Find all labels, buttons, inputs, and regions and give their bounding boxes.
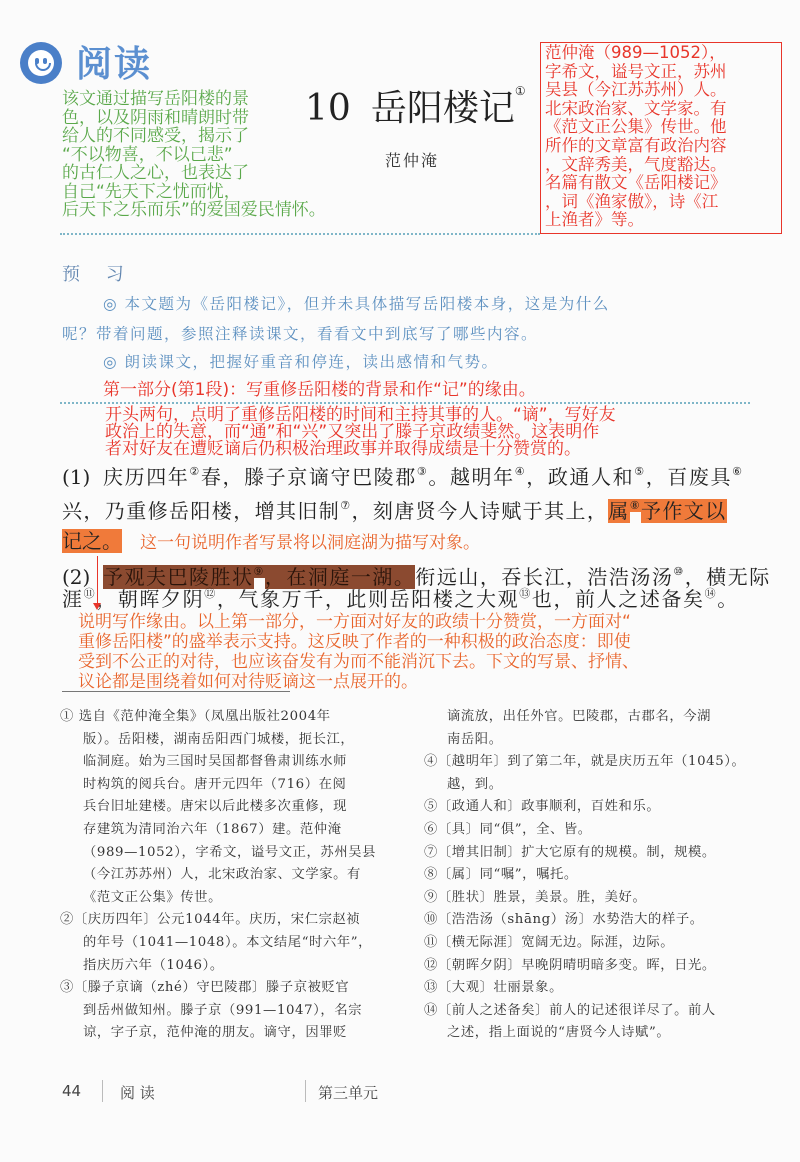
page-number: 44 bbox=[62, 1082, 82, 1100]
footnote-line: （今江苏苏州）人，北宋政治家、文学家。有 bbox=[83, 867, 361, 883]
footnote-line: ⑭〔前人之述备矣〕前人的记述很详尽了。前人 bbox=[424, 1002, 716, 1018]
highlighted-text: 记之。 bbox=[62, 529, 122, 553]
box-line: 字希文，谥号文正，苏州 bbox=[545, 61, 727, 81]
footnote-line: ⑤〔政通人和〕政事顺利，百姓和乐。 bbox=[424, 799, 661, 815]
box-line: 吴县（今江苏苏州）人。 bbox=[545, 80, 727, 100]
footnote-line: 指庆历六年（1046）。 bbox=[83, 957, 224, 973]
highlighted-text: ，在洞庭一湖。 bbox=[264, 565, 416, 589]
footnote-line: 版）。岳阳楼，湖南岳阳西门城楼，扼长江， bbox=[83, 731, 355, 747]
text-segment: ，政通人和 bbox=[526, 465, 635, 489]
footnote-line: 的年号（1041—1048）。本文结尾“时六年”， bbox=[83, 934, 373, 950]
footnote-line: ⑦〔增其旧制〕扩大它原有的规模。制，规模。 bbox=[424, 844, 716, 860]
lesson-number: 10 bbox=[305, 88, 351, 129]
lesson-title bbox=[305, 80, 526, 131]
annotation-line: 后天下之乐而乐”的爱国爱民情怀。 bbox=[62, 200, 326, 220]
footnotes-right bbox=[424, 706, 745, 1045]
footnote-line: 时构筑的阅兵台。唐开元四年（716）在阅 bbox=[83, 776, 347, 792]
highlighted-text: 予观夫巴陵胜状 bbox=[103, 565, 254, 589]
annotation-line: 给人的不同感受，揭示了 bbox=[62, 126, 249, 146]
author: 范仲淹 bbox=[385, 151, 440, 170]
author-info-box bbox=[540, 42, 782, 234]
preview-heading: 预 习 bbox=[62, 264, 134, 285]
footnotes-left bbox=[60, 706, 376, 1045]
annotation-line: 的古仁人之心，也表达了 bbox=[62, 163, 249, 183]
text-segment: 衔远山，吞长江，浩浩汤汤 bbox=[415, 565, 674, 589]
annotation-line: 自己“先天下之忧而忧， bbox=[62, 181, 241, 202]
box-line: ，词《渔家傲》，诗《江 bbox=[545, 191, 719, 211]
footnote-line: ⑥〔具〕同“俱”，全、皆。 bbox=[424, 821, 592, 837]
text-line bbox=[103, 466, 744, 488]
text-segment: 也，前人之述备矣 bbox=[531, 587, 705, 611]
text-segment: ，横无际 bbox=[684, 565, 771, 589]
footnote-line: 之述，指上面说的“唐贤今人诗赋”。 bbox=[447, 1025, 671, 1041]
footnote-ref: ① bbox=[514, 84, 526, 98]
text-segment: 庆历四年 bbox=[103, 465, 190, 489]
footer-divider bbox=[102, 1080, 103, 1102]
highlighted-text: 予作文以 bbox=[640, 499, 727, 523]
orange-annotation bbox=[78, 612, 758, 692]
footnote-ref: ⑦ bbox=[340, 499, 352, 512]
footnote-line: ⑪〔横无际涯〕宽阔无边。际涯，边际。 bbox=[424, 934, 675, 950]
text-segment: 。越明年 bbox=[428, 465, 515, 489]
annotation-line: 受到不公正的对待，也应该奋发有为而不能消沉下去。下文的写景、抒情、 bbox=[78, 652, 639, 672]
annotation-line: 开头两句，点明了重修岳阳楼的时间和主持其事的人。“谪”，写好友 bbox=[105, 405, 616, 425]
footnote-line: ②〔庆历四年〕公元1044年。庆历，宋仁宗赵祯 bbox=[60, 912, 361, 928]
paragraph-label: (1) bbox=[62, 465, 91, 489]
annotation-line: 议论都是围绕着如何对待贬谪这一点展开的。 bbox=[78, 672, 418, 692]
footnote-ref: ⑭ bbox=[704, 587, 718, 600]
footnote-ref: ⑥ bbox=[732, 465, 744, 478]
text-line bbox=[62, 530, 480, 554]
annotation-line: 重修岳阳楼”的盛举表示支持。这反映了作者的一种积极的政治态度：即使 bbox=[78, 632, 631, 652]
footnote-line: 到岳州做知州。滕子京（991—1047），名宗 bbox=[83, 1002, 363, 1018]
highlighted-text bbox=[62, 529, 122, 553]
footnote-line: ④〔越明年〕到了第二年，就是庆历五年（1045）。 bbox=[424, 754, 746, 770]
preview-line: 呢？带着问题，参照注释读课文，看看文中到底写了哪些内容。 bbox=[62, 325, 539, 343]
text-segment: 。 bbox=[717, 587, 739, 611]
footnote-ref: ② bbox=[189, 465, 201, 478]
footnote-line: 南岳阳。 bbox=[447, 731, 503, 747]
box-line: ，文辞秀美，气度豁达。 bbox=[545, 154, 727, 174]
annotation-line: “不以物喜，不以己悲” bbox=[62, 144, 233, 165]
footnote-separator bbox=[62, 691, 290, 692]
footnote-line: 存建筑为清同治六年（1867）建。范仲淹 bbox=[83, 821, 342, 837]
preview-line: ◎ 朗读课文，把握好重音和停连，读出感情和气势。 bbox=[103, 353, 499, 371]
red-annotation bbox=[105, 407, 755, 458]
text-line bbox=[62, 500, 727, 522]
footnote-line: 谪流放，出任外官。巴陵郡，古郡名，今湖 bbox=[447, 709, 712, 724]
footnote-line: 谅，字子京，范仲淹的朋友。谪守，因罪贬 bbox=[83, 1025, 348, 1041]
section-title: 阅读 bbox=[76, 44, 153, 85]
annotation-line: 该文通过描写岳阳楼的景 bbox=[62, 89, 249, 109]
text-segment: 春，滕子京谪守巴陵郡 bbox=[200, 465, 417, 489]
footnote-line: （989—1052），字希文，谥号文正，苏州吴县 bbox=[83, 844, 377, 860]
footnote-line: 兵台旧址建楼。唐宋以后此楼多次重修，现 bbox=[83, 799, 348, 815]
annotation-line: 说明写作缘由。以上第一部分，一方面对好友的政绩十分赞赏，一方面对“ bbox=[78, 612, 631, 632]
text-segment: ，刻唐贤今人诗赋于其上， bbox=[351, 499, 609, 523]
footnote-ref: ⑩ bbox=[673, 565, 685, 578]
text-segment: ，百废具 bbox=[645, 465, 733, 489]
text-segment: ，气象万千，此则岳阳楼之大观 bbox=[216, 587, 520, 611]
arrow-icon bbox=[97, 556, 98, 608]
lesson-name: 岳阳楼记 bbox=[370, 88, 515, 129]
footnote-ref: ⑨ bbox=[253, 565, 265, 578]
box-line: 北宋政治家、文学家。有 bbox=[545, 98, 727, 118]
footnote-line: 临洞庭。始为三国时吴国都督鲁肃训练水师 bbox=[83, 754, 348, 770]
footnote-line: 越，到。 bbox=[447, 776, 503, 792]
footnote-ref: ⑬ bbox=[519, 587, 532, 600]
box-line: 《范文正公集》传世。他 bbox=[545, 117, 727, 137]
footnote-line: 《范文正公集》传世。 bbox=[83, 889, 222, 905]
part-note: 第一部分(第1段)：写重修岳阳楼的背景和作“记”的缘由。 bbox=[103, 380, 536, 400]
footnote-ref: ⑤ bbox=[634, 465, 646, 478]
annotation-line: 政治上的失意，而“通”和“兴”又突出了滕子京政绩斐然。这表明作 bbox=[105, 422, 600, 442]
footnote-line: ⑩〔浩浩汤（shāng）汤〕水势浩大的样子。 bbox=[424, 912, 704, 928]
footnote-ref: ⑧ bbox=[629, 499, 641, 512]
footnote-ref: ④ bbox=[514, 465, 527, 478]
box-line: 范仲淹（989—1052）， bbox=[545, 43, 726, 62]
footer-divider bbox=[305, 1080, 306, 1102]
box-line: 名篇有散文《岳阳楼记》 bbox=[545, 173, 727, 193]
text-segment: 兴，乃重修岳阳楼，增其旧制 bbox=[62, 499, 341, 523]
footer-unit: 第三单元 bbox=[318, 1084, 379, 1102]
text-line bbox=[103, 566, 771, 588]
footer-section: 阅 读 bbox=[120, 1084, 155, 1102]
footnote-line: ⑨〔胜状〕胜景，美景。胜，美好。 bbox=[424, 889, 647, 905]
paragraph-label: (2) bbox=[62, 565, 91, 589]
box-line: 所作的文章富有政治内容 bbox=[545, 135, 727, 155]
annotation-line: 色，以及阴雨和晴朗时带 bbox=[62, 107, 249, 128]
inline-annotation: 这一句说明作者写景将以洞庭湖为描写对象。 bbox=[140, 533, 480, 553]
dotted-divider bbox=[60, 233, 540, 235]
text-segment: 涯 bbox=[62, 587, 84, 611]
footnote-ref: ⑪ bbox=[83, 587, 97, 600]
footnote-ref: ③ bbox=[416, 465, 429, 478]
highlighted-text: 属 bbox=[608, 499, 630, 523]
footnote-line: ⑫〔朝晖夕阴〕早晚阴晴明暗多变。晖，日光。 bbox=[424, 957, 716, 973]
preview-line: ◎ 本文题为《岳阳楼记》，但并未具体描写岳阳楼本身，这是为什么 bbox=[103, 295, 610, 313]
footnote-line: ① 选自《范仲淹全集》（凤凰出版社2004年 bbox=[60, 709, 331, 724]
green-annotation bbox=[62, 89, 326, 220]
footnote-line: ⑧〔属〕同“嘱”，嘱托。 bbox=[424, 867, 578, 883]
text-line bbox=[62, 588, 739, 610]
footnote-line: ⑬〔大观〕壮丽景象。 bbox=[424, 980, 563, 996]
annotation-line: 者对好友在遭贬谪后仍积极治理政事并取得成绩是十分赞赏的。 bbox=[105, 439, 581, 459]
box-line: 上渔者》等。 bbox=[545, 210, 644, 230]
smiley-face-icon bbox=[20, 42, 62, 84]
dotted-divider bbox=[60, 402, 750, 404]
footnote-ref: ⑫ bbox=[204, 587, 217, 600]
text-segment: ，朝晖夕阴 bbox=[96, 587, 205, 611]
footnote-line: ③〔滕子京谪（zhé）守巴陵郡〕滕子京被贬官 bbox=[60, 980, 350, 996]
